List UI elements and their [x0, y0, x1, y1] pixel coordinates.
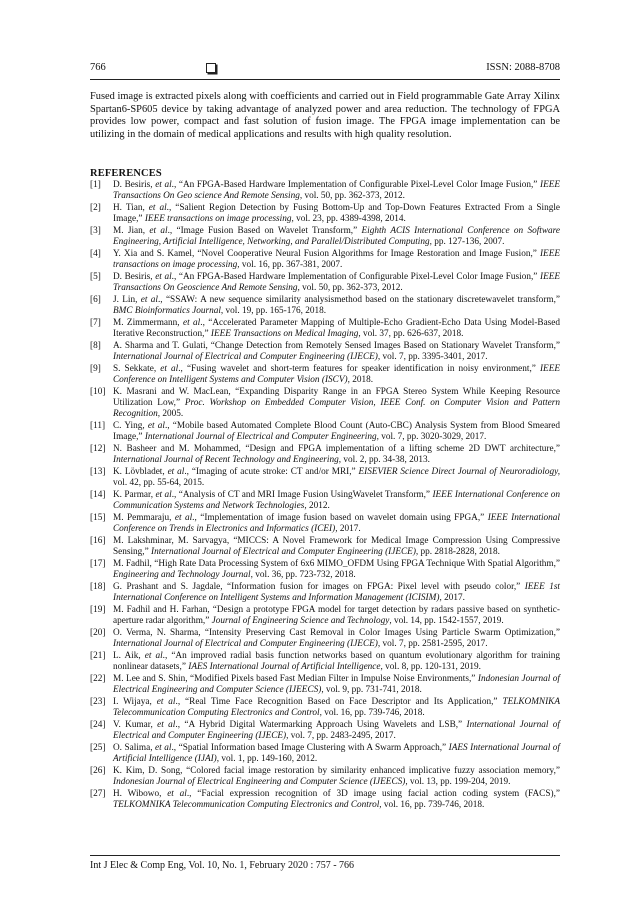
reference-details: , 2017.: [439, 593, 465, 604]
reference-number: [18]: [90, 582, 106, 593]
references-list: [90, 180, 560, 812]
reference-venue: EISEVIER Science Direct Journal of Neuroradiology,: [358, 467, 561, 478]
reference-details: pp. 2818-2828, 2018.: [418, 547, 500, 558]
reference-authors: D. Besiris,: [113, 180, 156, 190]
reference-venue: Proc. Workshop on Embedded Computer Vision, IEEE Conf. on Computer Vision and Pattern Recognition,: [113, 398, 560, 420]
reference-venue: IEEE 1st International Conference on Intelligent Systems and Information Management (ICISIM): [113, 582, 560, 604]
reference-title: ., “Analysis of CT and MRI Image Fusion UsingWavelet Transform,”: [171, 490, 433, 501]
reference-details: vol. 16, pp. 739-746, 2018.: [381, 800, 485, 811]
reference-number: [1]: [90, 180, 101, 190]
reference-et-al: et al: [182, 318, 201, 328]
reference-et-al: et al: [148, 203, 167, 213]
reference-authors: K. Parmar,: [113, 490, 156, 501]
reference-item: [90, 720, 560, 742]
reference-item: [90, 628, 560, 650]
reference-details: vol. 16, pp. 739-746, 2018.: [321, 708, 425, 719]
reference-item: [90, 674, 560, 696]
reference-number: [14]: [90, 490, 106, 501]
reference-number: [7]: [90, 318, 101, 328]
reference-venue: Indonesian Journal of Electrical Engineering and Computer Science (IJEECS): [113, 777, 406, 788]
reference-authors: M. Zimmermann,: [113, 318, 183, 328]
reference-authors: H. Wibowo,: [113, 789, 168, 800]
reference-details: , vol. 2, pp. 34-38, 2013.: [338, 455, 430, 466]
reference-item: [90, 559, 560, 581]
reference-venue: International Journal of Electrical and Computer Engineering (IJECE): [113, 352, 378, 363]
reference-venue: IEEE transactions on image processing,: [113, 249, 560, 271]
page-footer: Int J Elec & Comp Eng, Vol. 10, No. 1, February 2020 : 757 - 766: [90, 860, 355, 871]
reference-number: [11]: [90, 421, 106, 432]
reference-number: [25]: [90, 743, 106, 754]
reference-authors: M. Pemmaraju,: [113, 513, 175, 524]
reference-details: , vol. 9, pp. 731-741, 2018.: [321, 685, 422, 696]
reference-item: [90, 226, 560, 248]
reference-number: [20]: [90, 628, 106, 639]
reference-number: [13]: [90, 467, 106, 478]
reference-details: , vol. 14, pp. 1542-1557, 2019.: [389, 616, 504, 627]
reference-title: ., “Real Time Face Recognition Based on Face Descriptor and Its Application,”: [175, 697, 503, 708]
reference-number: [22]: [90, 674, 106, 685]
reference-venue: BMC Bioinformatics Journal: [113, 306, 221, 317]
reference-details: , vol. 13, pp. 199-204, 2019.: [405, 777, 511, 788]
reference-details: 2017.: [337, 524, 361, 535]
reference-venue: IEEE Transactions on Medical Imaging: [210, 329, 359, 340]
reference-number: [27]: [90, 789, 106, 800]
reference-authors: S. Sekkate,: [113, 364, 161, 374]
reference-authors: M. Lee and S. Shin, “Modified Pixels based Fast Median Filter in Impulse Noise Environments,”: [113, 674, 478, 685]
issn-label: ISSN: 2088-8708: [486, 62, 560, 73]
reference-authors: N. Basheer and M. Mohammed, “Design and FPGA implementation of a lifting scheme 2D DWT architecture,”: [113, 444, 560, 455]
reference-item: [90, 582, 560, 604]
reference-details: , vol. 7, pp. 2483-2495, 2017.: [286, 731, 396, 742]
reference-details: , vol. 37, pp. 626-637, 2018.: [358, 329, 464, 340]
reference-authors: K. Kim, D. Song, “Colored facial image restoration by similarity enhanced implicative fuzzy association memory,”: [113, 766, 560, 777]
reference-item: [90, 536, 560, 558]
reference-item: [90, 490, 560, 512]
reference-item: [90, 318, 560, 340]
reference-item: [90, 421, 560, 443]
reference-venue: IEEE International Conference on Trends in Electronics and Informatics (ICEI),: [113, 513, 560, 535]
reference-venue: Engineering and Technology Journal: [113, 570, 251, 581]
reference-authors: M. Fadhil, “High Rate Data Processing System of 6x6 MIMO_OFDM Using FPGA Technique With Spatial Algorithm,”: [113, 559, 560, 570]
reference-details: vol. 7, pp. 3020-3029, 2017.: [378, 432, 487, 443]
reference-details: vol. 42, pp. 55-64, 2015.: [113, 478, 205, 489]
reference-venue: Journal of Engineering Science and Technology: [211, 616, 390, 627]
reference-item: [90, 249, 560, 271]
reference-details: vol. 50, pp. 362-373, 2012.: [302, 191, 405, 202]
reference-title: ., “A Hybrid Digital Watermarking Approach Using Wavelets and LSB,”: [175, 720, 467, 731]
page-number: 766: [90, 62, 106, 73]
reference-item: [90, 364, 560, 386]
reference-number: [24]: [90, 720, 106, 731]
reference-venue: TELKOMNIKA Telecommunication Computing Electronics and Control,: [113, 800, 382, 811]
reference-number: [26]: [90, 766, 106, 777]
reference-item: [90, 743, 560, 765]
body-paragraph: Fused image is extracted pixels along with coefficients and carried out in Field programmable Gate Array Xilinx Spartan6-SP605 device by taking advantage of analyzed power and area reduction. The technology of FPGA provides low power, compact and fast solution of fusion image. The FPGA image implementation can be utilizing in the domain of medical applications and results with high quality resolution.: [90, 91, 560, 140]
header-divider: [90, 79, 560, 80]
reference-item: [90, 180, 560, 202]
reference-authors: A. Sharma and T. Gulati, “Change Detection from Remotely Sensed Images Based on Stationary Wavelet Transform,”: [113, 341, 560, 351]
reference-number: [16]: [90, 536, 106, 547]
reference-venue: IEEE transactions on image processing,: [144, 214, 294, 225]
reference-title: ., “An improved radial basis function networks based on quantum evolutionary algorithm for training nonlinear datasets,”: [113, 651, 560, 673]
reference-venue: IEEE Transactions On Geo science And Remote Sensing,: [113, 180, 561, 202]
reference-title: ., “An FPGA-Based Hardware Implementation of Configurable Pixel-Level Color Image Fusion,”: [171, 272, 540, 282]
reference-title: ., “Implementation of image fusion based on wavelet domain using FPGA,”: [192, 513, 488, 524]
reference-number: [17]: [90, 559, 106, 570]
reference-number: [15]: [90, 513, 106, 524]
page-header: [90, 62, 560, 78]
reference-title: ., “Fusing wavelet and short-term features for speaker identification in noisy environment,”: [178, 364, 540, 374]
reference-authors: Y. Xia and S. Kamel, “Novel Cooperative Neural Fusion Algorithms for Image Restoration and Image Fusion,”: [113, 249, 540, 259]
reference-title: ., “An FPGA-Based Hardware Implementation of Configurable Pixel-Level Color Image Fusion,”: [171, 180, 540, 190]
reference-venue: Eighth ACIS International Conference on Software Engineering, Artificial Intelligence, Networking, and Parallel/Distributed Computing,: [113, 226, 561, 248]
reference-et-al: et al: [157, 720, 176, 731]
reference-authors: M. Jian,: [113, 226, 150, 236]
reference-authors: O. Verma, N. Sharma, “Intensity Preserving Cast Removal in Color Images Using Particle Swarm Optimization,”: [113, 628, 560, 639]
reference-item: [90, 766, 560, 788]
reference-number: [19]: [90, 605, 106, 616]
reference-et-al: et al: [174, 513, 193, 524]
reference-authors: I. Wijaya,: [113, 697, 157, 708]
reference-authors: G. Prashant and S. Jagdale, “Information fusion for images on FPGA: Pixel level with pseudo color,”: [113, 582, 525, 593]
reference-et-al: et al: [156, 697, 176, 708]
reference-venue: International Journal of Electrical and Computer Engineering (IJECE): [113, 639, 378, 650]
reference-title: ., “SSAW: A new sequence similarity analysismethod based on the stationary discretewavelet transform,”: [157, 295, 560, 305]
reference-item: [90, 513, 560, 535]
reference-venue: International Journal of Electrical and Computer Engineering,: [144, 432, 379, 443]
reference-title: ., “Image Fusion Based on Wavelet Transform,”: [167, 226, 362, 236]
reference-details: , vol. 36, pp. 723-732, 2018.: [250, 570, 356, 581]
reference-et-al: et al: [149, 226, 168, 236]
reference-details: 2005.: [160, 409, 184, 420]
reference-authors: O. Salima,: [113, 743, 156, 754]
reference-et-al: et al: [160, 364, 179, 374]
reference-authors: C. Ying,: [113, 421, 148, 432]
reference-venue: TELKOMNIKA Telecommunication Computing Electronics and Control,: [113, 697, 561, 719]
reference-title: ., “Facial expression recognition of 3D image using facial action coding system (FACS),”: [186, 789, 560, 800]
reference-item: [90, 605, 560, 627]
reference-details: pp. 127-136, 2007.: [431, 237, 505, 248]
reference-details: , vol. 7, pp. 3395-3401, 2017.: [377, 352, 488, 363]
reference-venue: IEEE International Conference on Communication Systems and Network Technologies: [113, 490, 561, 512]
reference-venue: International Journal of Electrical and Computer Engineering (IJECE),: [151, 547, 419, 558]
reference-details: , vol. 1, pp. 149-160, 2012.: [216, 754, 318, 765]
reference-details: vol. 16, pp. 367-381, 2007.: [239, 260, 343, 271]
reference-et-al: et al: [144, 651, 163, 662]
reference-item: [90, 387, 560, 421]
reference-et-al: et al: [155, 490, 172, 501]
reference-authors: M. Fadhil and H. Farhan, “Design a prototype FPGA model for target detection by radars passive based on synthetic-aperture radar algorithm,”: [113, 605, 560, 627]
reference-details: , 2018.: [347, 375, 373, 386]
reference-authors: D. Besiris,: [113, 272, 156, 282]
reference-et-al: et al: [167, 467, 185, 478]
reference-et-al: et al: [155, 272, 172, 282]
reference-venue: IEEE Transactions On Geoscience And Remote Sensing,: [113, 272, 561, 294]
reference-number: [4]: [90, 249, 101, 259]
reference-authors: K. Masrani and W. MacLean, “Expanding Disparity Range in an FPGA Stereo System While Keeping Resource Utilization Low,”: [113, 387, 560, 409]
reference-item: [90, 295, 560, 317]
reference-title: ., “Imaging of acute stroke: CT and/or MRI,”: [184, 467, 359, 478]
footer-divider: [90, 855, 560, 856]
reference-number: [8]: [90, 341, 101, 351]
reference-item: [90, 467, 560, 489]
reference-number: [2]: [90, 203, 101, 213]
reference-item: [90, 341, 560, 363]
reference-title: ., “Salient Region Detection by Fusing Bottom-Up and Top-Down Features Extracted From a Single Image,”: [113, 203, 561, 225]
reference-number: [3]: [90, 226, 101, 236]
reference-venue: International Journal of Electrical and Computer Engineering (IJECE): [113, 720, 561, 742]
reference-title: ., “Accelerated Parameter Mapping of Multiple-Echo Gradient-Echo Data Using Model-Based Iterative Reconstruction,”: [113, 318, 561, 340]
reference-venue: IEEE Conference on Intelligent Systems and Computer Vision (ISCV): [113, 364, 560, 386]
reference-venue: Indonesian Journal of Electrical Engineering and Computer Science (IJEECS): [113, 674, 560, 696]
reference-item: [90, 272, 560, 294]
reference-number: [23]: [90, 697, 106, 708]
reference-item: [90, 697, 560, 719]
references-heading: REFERENCES: [90, 168, 162, 179]
reference-et-al: et al: [167, 789, 187, 800]
reference-details: , 2012.: [304, 501, 330, 512]
reference-venue: IAES International Journal of Artificial Intelligence: [188, 662, 381, 673]
reference-number: [9]: [90, 364, 101, 374]
reference-venue: IAES International Journal of Artificial Intelligence (IJAI): [113, 743, 560, 765]
reference-authors: M. Lakshminar, M. Sarvagya, “MICCS: A Novel Framework for Medical Image Compression Using Compressive Sensing,”: [113, 536, 560, 558]
reference-authors: K. Lövbladet,: [113, 467, 168, 478]
reference-et-al: et al: [155, 180, 172, 190]
reference-authors: J. Lin,: [113, 295, 141, 305]
reference-details: , vol. 19, pp. 165-176, 2018.: [220, 306, 327, 317]
reference-item: [90, 444, 560, 466]
reference-title: ., “Spatial Information based Image Clustering with A Swarm Approach,”: [171, 743, 449, 754]
reference-authors: L. Aik,: [113, 651, 145, 662]
reference-title: ., “Mobile based Automated Complete Blood Count (Auto-CBC) Analysis System from Blood Smeared Image,”: [113, 421, 560, 443]
reference-item: [90, 651, 560, 673]
reference-authors: H. Tian,: [113, 203, 149, 213]
reference-number: [21]: [90, 651, 106, 662]
reference-item: [90, 203, 560, 225]
reference-et-al: et al: [155, 743, 172, 754]
reference-venue: International Journal of Recent Technology and Engineering: [113, 455, 339, 466]
reference-et-al: et al: [140, 295, 158, 305]
reference-item: [90, 789, 560, 811]
reference-details: vol. 50, pp. 362-373, 2012.: [299, 283, 403, 294]
reference-number: [6]: [90, 295, 101, 305]
reference-number: [5]: [90, 272, 101, 282]
reference-number: [12]: [90, 444, 106, 455]
reference-number: [10]: [90, 387, 106, 397]
reference-details: , vol. 7, pp. 2581-2595, 2017.: [377, 639, 488, 650]
reference-details: vol. 23, pp. 4389-4398, 2014.: [293, 214, 406, 225]
reference-authors: V. Kumar,: [113, 720, 158, 731]
reference-et-al: et al: [147, 421, 165, 432]
checkbox-square-icon: [206, 63, 216, 73]
reference-details: , vol. 8, pp. 120-131, 2019.: [380, 662, 481, 673]
